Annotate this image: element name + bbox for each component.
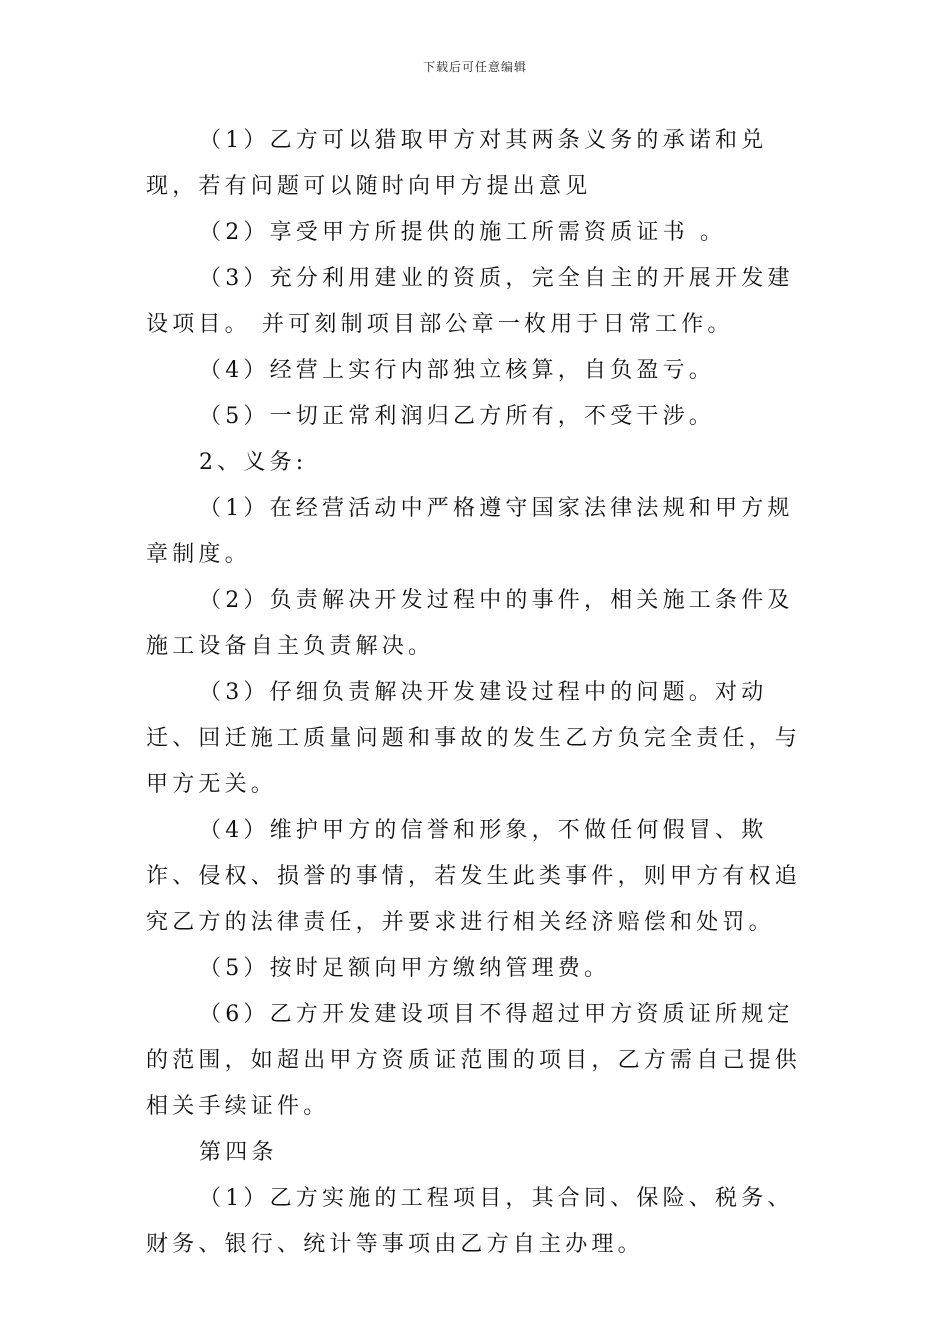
page-header-note: 下载后可任意编辑 xyxy=(422,60,527,74)
paragraph-right-1: （1）乙方可以猎取甲方对其两条义务的承诺和兑现，若有问题可以随时向甲方提出意见 xyxy=(146,128,768,199)
paragraph-obligation-6: （6）乙方开发建设项目不得超过甲方资质证所规定的范围，如超出甲方资质证范围的项目，乙方需自己提供相关手续证件。 xyxy=(146,1002,802,1119)
section-heading-obligations: 2、义务: xyxy=(199,450,308,475)
paragraph-right-2: （2）享受甲方所提供的施工所需资质证书 。 xyxy=(199,220,727,245)
paragraph-obligation-5: （5）按时足额向甲方缴纳管理费。 xyxy=(199,956,611,981)
paragraph-obligation-3: （3）仔细负责解决开发建设过程中的问题。对动迁、回迁施工质量问题和事故的发生乙方负完全责任，与甲方无关。 xyxy=(146,680,802,797)
paragraph-obligation-1: （1）在经营活动中严格遵守国家法律法规和甲方规章制度。 xyxy=(146,496,794,567)
paragraph-article-4-1: （1）乙方实施的工程项目，其合同、保险、税务、财务、银行、统计等事项由乙方自主办理。 xyxy=(146,1186,794,1257)
paragraph-right-5: （5）一切正常利润归乙方所有，不受干涉。 xyxy=(199,404,715,429)
paragraph-right-4: （4）经营上实行内部独立核算，自负盈亏。 xyxy=(199,358,715,383)
section-heading-article-4: 第四条 xyxy=(199,1140,278,1165)
document-body xyxy=(146,118,806,1268)
paragraph-obligation-4: （4）维护甲方的信誉和形象，不做任何假冒、欺诈、侵权、损誉的事情，若发生此类事件，则甲方有权追究乙方的法律责任，并要求进行相关经济赔偿和处罚。 xyxy=(146,818,802,935)
paragraph-right-3: （3）充分利用建业的资质，完全自主的开展开发建设项目。 并可刻制项目部公章一枚用于日常工作。 xyxy=(146,266,794,337)
paragraph-obligation-2: （2）负责解决开发过程中的事件，相关施工条件及施工设备自主负责解决。 xyxy=(146,588,794,659)
